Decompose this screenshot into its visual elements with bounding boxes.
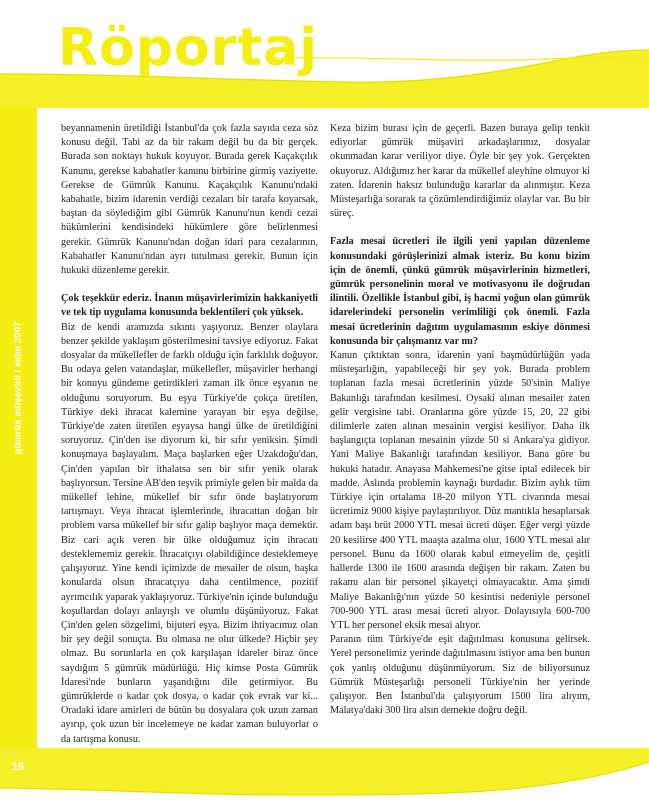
- paragraph: Kanun çıktıktan sonra, idarenin yani başmüdürlüğün yada müsteşarlığın, yapabileceği bir şey yok. Burada problem toplanan fazla mesai ücretlerinin yüzde 50'sinin Maliye Bakanlığı tarafından kesilmesi. Oysaki alınan mesailer zaten gelir vergisine tabi. Oranlarına göre yüzde 15, 20, 22 gibi dilimlerle zaten alınan mesainin vergisi kesiliyor. Daha ilk başlangıçta toplanan mesainin yüzde 50 si Ankara'ya gidiyor. Yani Maliye Bakanlığı tarafından kesiliyor. Bana göre bu hukuki hatadır. Anayasa Mahkemesi'ne gitse iptal edilecek bir madde. Aslında problemin kaynağı burdadır. Bizim aylık tüm Türkiye için ortalama 18-20 milyon YTL civarında mesai ücretimiz 9000 kişiye paylaştırılıyor. Düz mantıkla hesaplarsak adam başı brüt 2000 YTL mesai ücreti düşer. Eğer vergi yüzde 20 kesilirse 400 YTL maaşta azalma olur, 1600 YTL mesai alır personel. Bunu da 1600 olarak kabul etmeyelim de, çeşitli hallerde 1300 ile 1600 arasında değişen bir rakam. Zaten bu rakamı alan bir personel şikayetçi olmayacaktır. Ama şimdi Maliye Bakanlığı'nın yüzde 50 kesintisi nedeniyle personel 700-900 YTL arası mesai ücreti alıyor. Dolayısıyla 600-700 YTL her personel eksik mesai alıyor.: [330, 350, 590, 631]
- paragraph: beyannamenin üretildiği İstanbul'da çok fazla sayıda ceza söz konusu değil. Tabi az da bir rakam değil bu da bir gerçek. Burada son noktayı hukuk koyuyor. Burada gerek Kaçakçılık Kanunu, gerekse kabahatler kanunu birbirine girmiş vaziyette. Gerekse de Gümrük Kanunu. Kaçakçılık Kanunu'ndaki kabahatle, bizim idarenin verdiği cezaları bir tarafa koyarsak, baştan da söylediğim gibi Gümrük Kanunu'nun kendi cezai hükümlerini kendisindeki hükümlere göre belirlenmesi gerekir. Gümrük Kanunu'ndan doğan idari para cezalarının, Kabahatler Kanunu'ndan ayrı tutulması gerekir. Bunun için hukuki düzenleme gerekir.: [61, 123, 318, 277]
- footer-band: [0, 748, 649, 800]
- section-title: Röportaj: [58, 18, 319, 78]
- paragraph: Keza bizim burası için de geçerli. Bazen buraya gelip tenkit ediyorlar gümrük müşaviri arkadaşlarımız, dosyalar okunmadan karar veriliyor diye. Öyle bir şey yok. Gerçekten okuyoruz. Aldığımız her karar da mükellef aleyhine olmuyor ki zaten. İdarenin haksız bulunduğu kararlar da alınmıştır. Keza Müsteşarlığa sorarak ta çözümlendirdiğimiz olaylar var. Bu bir süreç.: [330, 123, 590, 220]
- footer-wave-graphic: [0, 748, 649, 800]
- paragraph: Paranın tüm Türkiye'de eşit dağıtılması konusuna gelirsek. Yerel personelimiz yerinde dağıtılmasını istiyor ama ben bunun çok yanlış olduğunu düşünmüyorum. Siz de biliyorsunuz Gümrük Müsteşarlığı personeli Türkiye'nin her yerinde çalışıyor. Ben İstanbul'da çalışıyorum 1500 lira alıyım, Malatya'daki 300 lira alsın demekte doğru değil.: [330, 634, 590, 717]
- page-number: 16: [12, 761, 25, 773]
- interview-question: Çok teşekkür ederiz. İnanın müşavirlerimizin hakkaniyetli ve tek tip uygulama konusunda beklentileri çok yüksek.: [61, 293, 318, 319]
- interview-question: Fazla mesai ücretleri ile ilgili yeni yapılan düzenleme konusundaki görüşlerinizi almak isteriz. Bu konu bizim için de önemli, çünkü gümrük müşavirlerinin hizmetleri, gümrük personelinin moral ve motivasyonu ile doğrudan ilintili. Özellikle İstanbul gibi, iş hacmi yoğun olan gümrük idarelerindeki personelin verimliliği çok önemli. Fazla mesai ücretlerinin dağıtım uygulamasının eskiye dönmesi konusunda bir çalışmanız var mı?: [330, 236, 590, 347]
- article-right-column: [330, 122, 590, 718]
- paragraph: Biz de kendi aramızda sıkıntı yaşıyoruz. Benzer olaylara benzer şekilde yaklaşım gösterilmesini tavsiye ediyoruz. Fakat dosyalar da mükellefler de farklı olduğu için farklılık doğuyor. Bu odaya gelen vatandaşlar, mükellefler, müşavirler herhangi bir konuyu gündeme getirdikleri zaman ilk önce eşyanın ne olduğunu soruyorum. Bu eşya Türkiye'de çokça üretilen, Türkiye deki ihracat kalemine yarayan bir eşya değilse, Türkiye'de zaten üretilen eşyaysa hangi ülke de üretildiğini soruyoruz. Çin'den ise diyorum ki, bir sıfır yeniksin. Şimdi konuşmaya başlayalım. Maça başlarken eğer Uzakdoğu'dan, Çin'den yapılan bir ithalatsa sen bir sıfır yenik olarak başlıyorsun. Tersine AB'den teşvik primiyle gelen bir malda da mükellef lehine, mükellef bir sıfır önde başlatıyorum tartışmayı. Veya ihracat işlemlerinde, ihracattan doğan bir problem varsa mükellef bir sıfır galip başlıyor maça demektir. Biz cari açık veren bir ülke olduğumuz için ihracatı desteklememiz gerekir. İhracatçıyı olabildiğince desteklemeye çalışıyoruz. Yine kendi içimizde de mesailer de olsun, başka konularda olsun ihracatçıya daha centilmence, pozitif ayrımcılık yaparak yaklaşıyoruz. Türkiye'nin içinde bulunduğu koşullardan dolayı anlayışlı ve olumlu düşünüyoruz. Fakat Çin'den gelen sözgelimi, bijuteri eşya. Bizim ihtiyacımız olan bir şey değil sonuçta. Bu olmasa ne olur ülkede? Hiçbir şey olmaz. Bu sorunlarla en çok karşılaşan idareler biraz önce saydığım 5 gümrük müdürlüğü. Hiç kimse Posta Gümrük İdaresi'nde bunların yaşandığını dile getirmiyor. Bu gümrüklerde o kadar çok dosya, o kadar çok evrak var ki... Oradaki idare amirleri de bütün bu dosyalara çok uzun zaman ayırıp, çok uzun bir incelemeye ne kadar zaman buluyorlar o da tartışma konusu.: [61, 321, 318, 745]
- sidebar-label: gümrük müşavirli / ekim 2007: [12, 321, 24, 455]
- article-left-column: [61, 122, 318, 747]
- header-band: [0, 0, 649, 108]
